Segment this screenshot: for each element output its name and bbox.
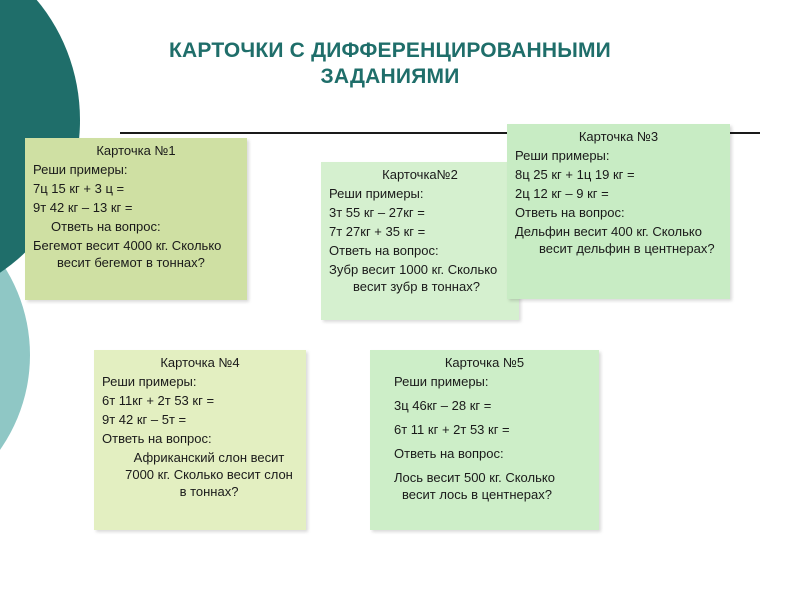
card-example-1: 6т 11кг + 2т 53 кг = xyxy=(102,393,215,408)
card-example-1: 7ц 15 кг + 3 ц = xyxy=(33,181,125,196)
card-header: Карточка №3 xyxy=(578,129,659,144)
task-card-2 xyxy=(321,162,519,320)
card-example-1: 3т 55 кг – 27кг = xyxy=(329,205,425,220)
task-card-5 xyxy=(370,350,599,530)
task-card-1 xyxy=(25,138,247,300)
card-question: Африканский слон весит 7000 кг. Сколько весит слон в тоннах? xyxy=(125,450,293,499)
card-instruction: Реши примеры: xyxy=(515,148,610,163)
card-instruction: Реши примеры: xyxy=(102,374,197,389)
card-question-label: Ответь на вопрос: xyxy=(102,431,212,446)
card-header: Карточка№2 xyxy=(382,167,458,182)
card-header: Карточка №5 xyxy=(444,355,525,370)
card-example-2: 9т 42 кг – 13 кг = xyxy=(33,200,133,215)
task-card-4 xyxy=(94,350,306,530)
card-body xyxy=(378,373,591,503)
card-question-label: Ответь на вопрос: xyxy=(51,219,161,234)
slide-title: КАРТОЧКИ С ДИФФЕРЕНЦИРОВАННЫМИ ЗАДАНИЯМИ xyxy=(169,39,611,88)
card-example-1: 3ц 46кг – 28 кг = xyxy=(394,398,492,413)
card-question: Зубр весит 1000 кг. Сколько весит зубр в тоннах? xyxy=(329,262,498,294)
card-instruction: Реши примеры: xyxy=(329,186,424,201)
card-question: Дельфин весит 400 кг. Сколько весит дельфин в центнерах? xyxy=(515,224,715,256)
card-header: Карточка №4 xyxy=(160,355,240,370)
card-instruction: Реши примеры: xyxy=(33,162,128,177)
card-question-label: Ответь на вопрос: xyxy=(515,205,625,220)
card-example-2: 9т 42 кг – 5т = xyxy=(102,412,187,427)
card-header: Карточка №1 xyxy=(96,143,176,158)
card-instruction: Реши примеры: xyxy=(394,374,489,389)
card-example-2: 7т 27кг + 35 кг = xyxy=(329,224,426,239)
card-question: Лось весит 500 кг. Сколько весит лось в центнерах? xyxy=(394,470,555,502)
card-example-2: 2ц 12 кг – 9 кг = xyxy=(515,186,609,201)
card-example-2: 6т 11 кг + 2т 53 кг = xyxy=(394,422,510,437)
card-question-label: Ответь на вопрос: xyxy=(329,243,439,258)
card-example-1: 8ц 25 кг + 1ц 19 кг = xyxy=(515,167,635,182)
task-card-3 xyxy=(507,124,730,299)
card-question: Бегемот весит 4000 кг. Сколько весит бегемот в тоннах? xyxy=(33,238,222,270)
card-question-label: Ответь на вопрос: xyxy=(394,446,504,461)
